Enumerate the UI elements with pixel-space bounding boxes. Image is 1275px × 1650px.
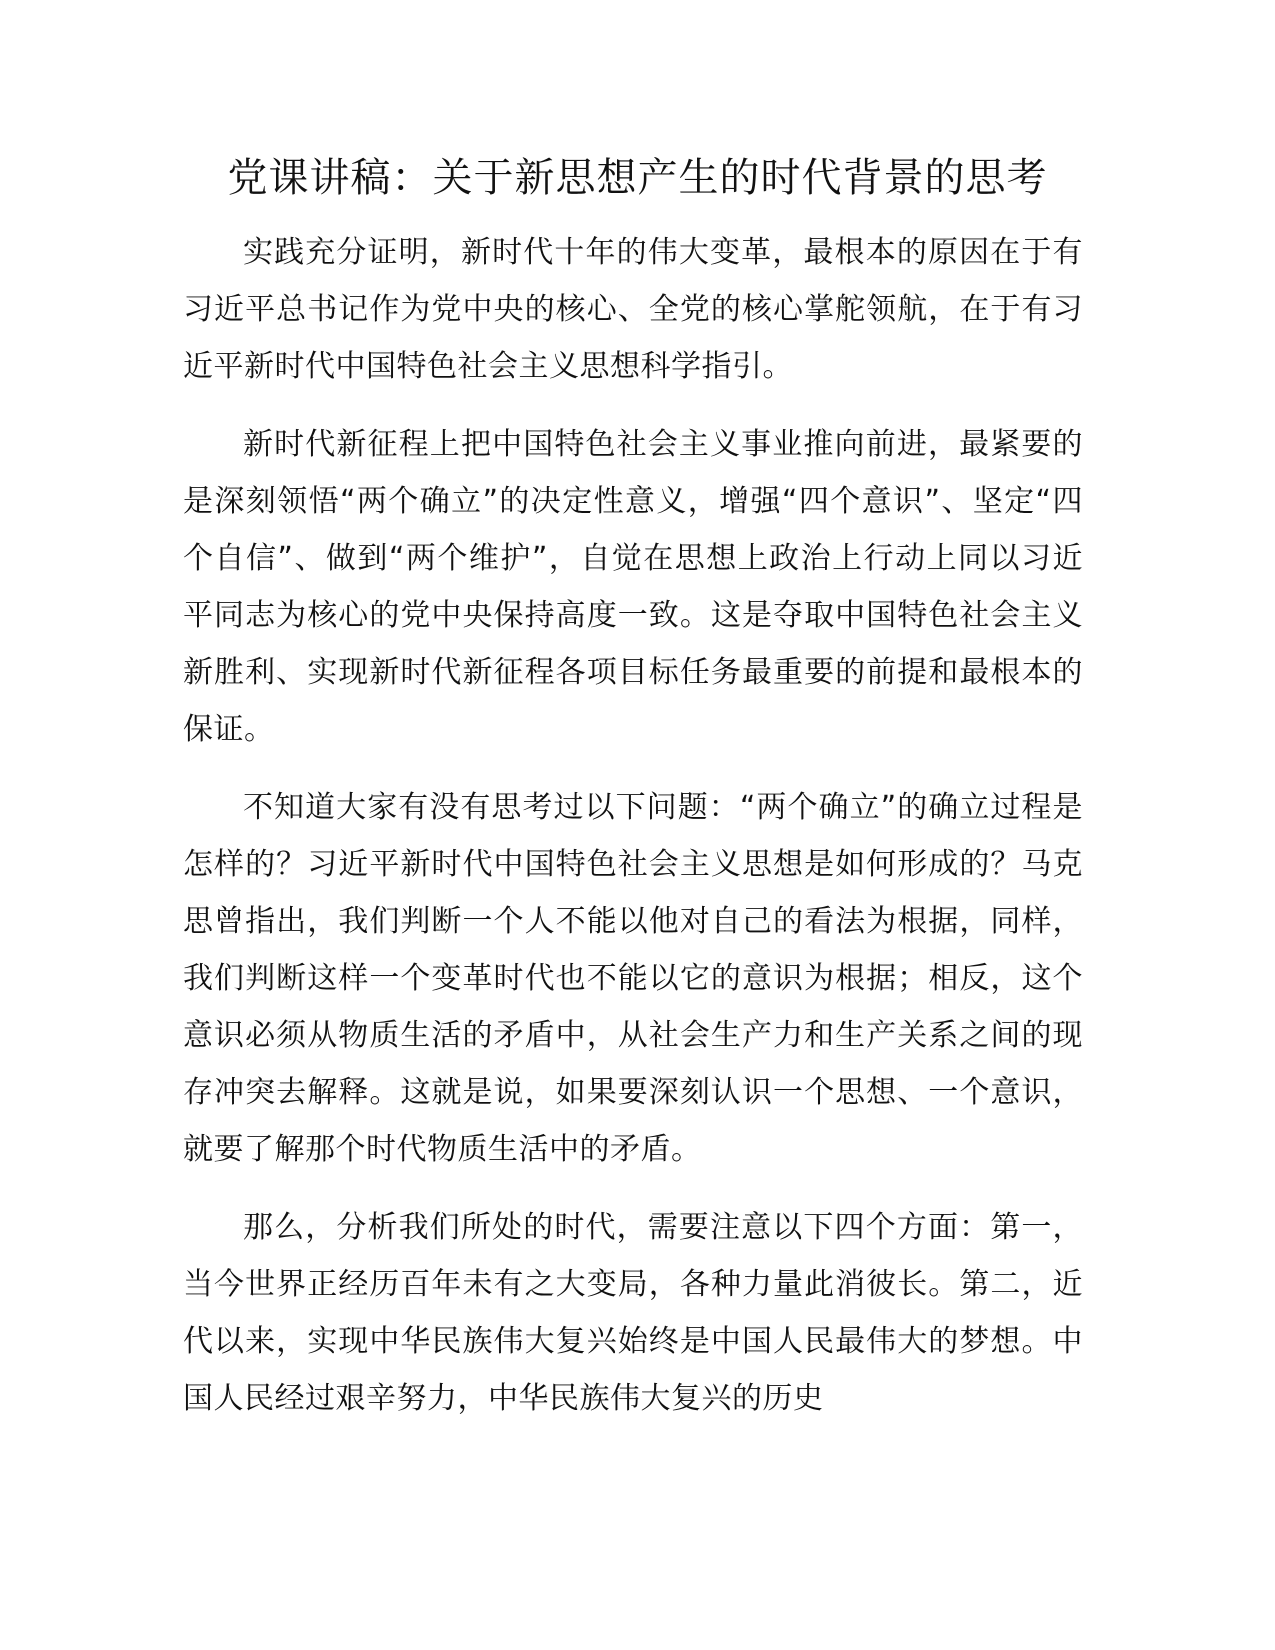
paragraph-1: 实践充分证明，新时代十年的伟大变革，最根本的原因在于有习近平总书记作为党中央的核心、全党的核心掌舵领航，在于有习近平新时代中国特色社会主义思想科学指引。 <box>183 235 1083 384</box>
paragraph-2: 新时代新征程上把中国特色社会主义事业推向前进，最紧要的是深刻领悟“两个确立”的决定性意义，增强“四个意识”、坚定“四个自信”、做到“两个维护”，自觉在思想上政治上行动上同以习近平同志为核心的党中央保持高度一致。这是夺取中国特色社会主义新胜利、实现新时代新征程各项目标任务最重要的前提和最根本的保证。 <box>183 427 1083 747</box>
document-body <box>183 224 1083 1448</box>
paragraph-3: 不知道大家有没有思考过以下问题：“两个确立”的确立过程是怎样的？习近平新时代中国特色社会主义思想是如何形成的？马克思曾指出，我们判断一个人不能以他对自己的看法为根据，同样，我们判断这样一个变革时代也不能以它的意识为根据；相反，这个意识必须从物质生活的矛盾中，从社会生产力和生产关系之间的现存冲突去解释。这就是说，如果要深刻认识一个思想、一个意识，就要了解那个时代物质生活中的矛盾。 <box>183 790 1083 1167</box>
document-title: 党课讲稿：关于新思想产生的时代背景的思考 <box>227 155 1048 201</box>
paragraph-4: 那么，分析我们所处的时代，需要注意以下四个方面：第一，当今世界正经历百年未有之大变局，各种力量此消彼长。第二，近代以来，实现中华民族伟大复兴始终是中国人民最伟大的梦想。中国人民经过艰辛努力，中华民族伟大复兴的历史 <box>183 1210 1083 1416</box>
